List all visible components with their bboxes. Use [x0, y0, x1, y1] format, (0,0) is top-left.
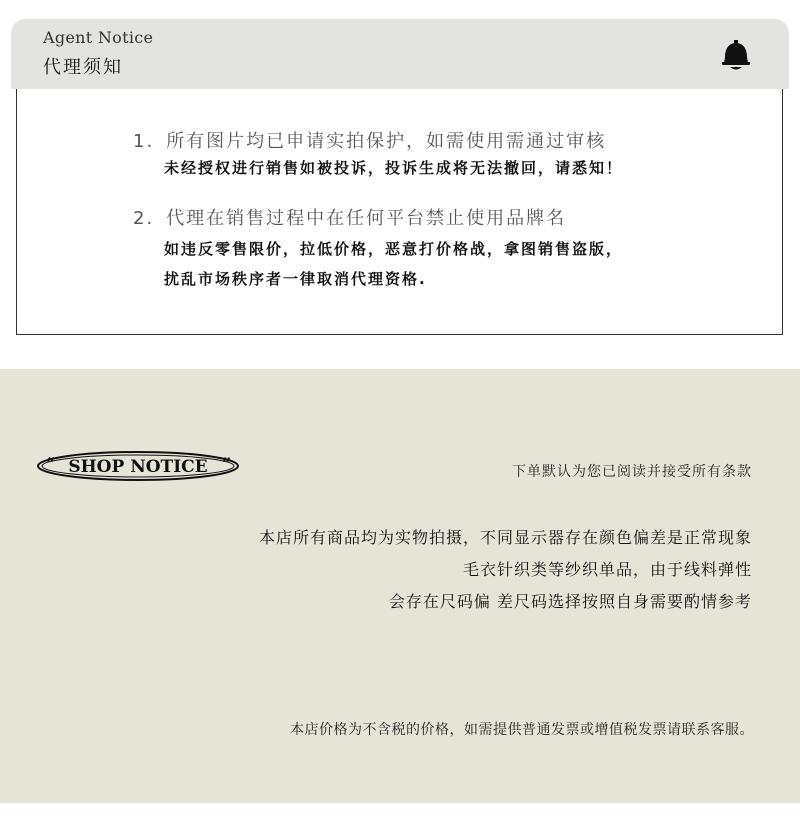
agent-notice-header [11, 19, 789, 89]
notice-item-2 [133, 204, 623, 294]
svg-text:“: “ [46, 454, 56, 473]
shop-notice-logo [36, 449, 240, 483]
notice-line: 如违反零售限价，拉低价格，恶意打价格战，拿图销售盗版， [164, 240, 624, 258]
shop-notice-line: 会存在尺码偏 差尺码选择按照自身需要酌情参考 [388, 592, 752, 611]
shop-notice-line: 毛衣针织类等纱织单品，由于线料弹性 [462, 560, 752, 579]
notice-heading: 所有图片均已申请实拍保护，如需使用需通过审核 [166, 131, 607, 152]
notice-item-1 [133, 127, 623, 183]
notice-line: 扰乱市场秩序者一律取消代理资格. [164, 270, 427, 288]
notice-number: 2. [133, 208, 155, 229]
shop-notice-footer: 本店价格为不含税的价格，如需提供普通发票或增值税发票请联系客服。 [290, 722, 754, 738]
notice-line: 未经授权进行销售如被投诉，投诉生成将无法撤回，请悉知！ [164, 159, 624, 177]
agent-notice-title-zh: 代理须知 [43, 57, 123, 78]
bell-icon [719, 39, 753, 73]
shop-notice-logo-text: SHOP NOTICE [68, 457, 208, 477]
shop-notice-terms: 下单默认为您已阅读并接受所有条款 [512, 464, 752, 480]
agent-notice-title-en: Agent Notice [43, 28, 154, 47]
notice-number: 1. [133, 131, 155, 152]
svg-text:”: ” [222, 454, 232, 473]
shop-notice-lines [259, 522, 752, 618]
agent-notice-body [16, 89, 783, 335]
shop-notice-line: 本店所有商品均为实物拍摄，不同显示器存在颜色偏差是正常现象 [258, 528, 752, 547]
agent-notice-card [16, 19, 783, 335]
shop-notice-panel [0, 369, 800, 803]
notice-heading: 代理在销售过程中在任何平台禁止使用品牌名 [166, 208, 567, 229]
